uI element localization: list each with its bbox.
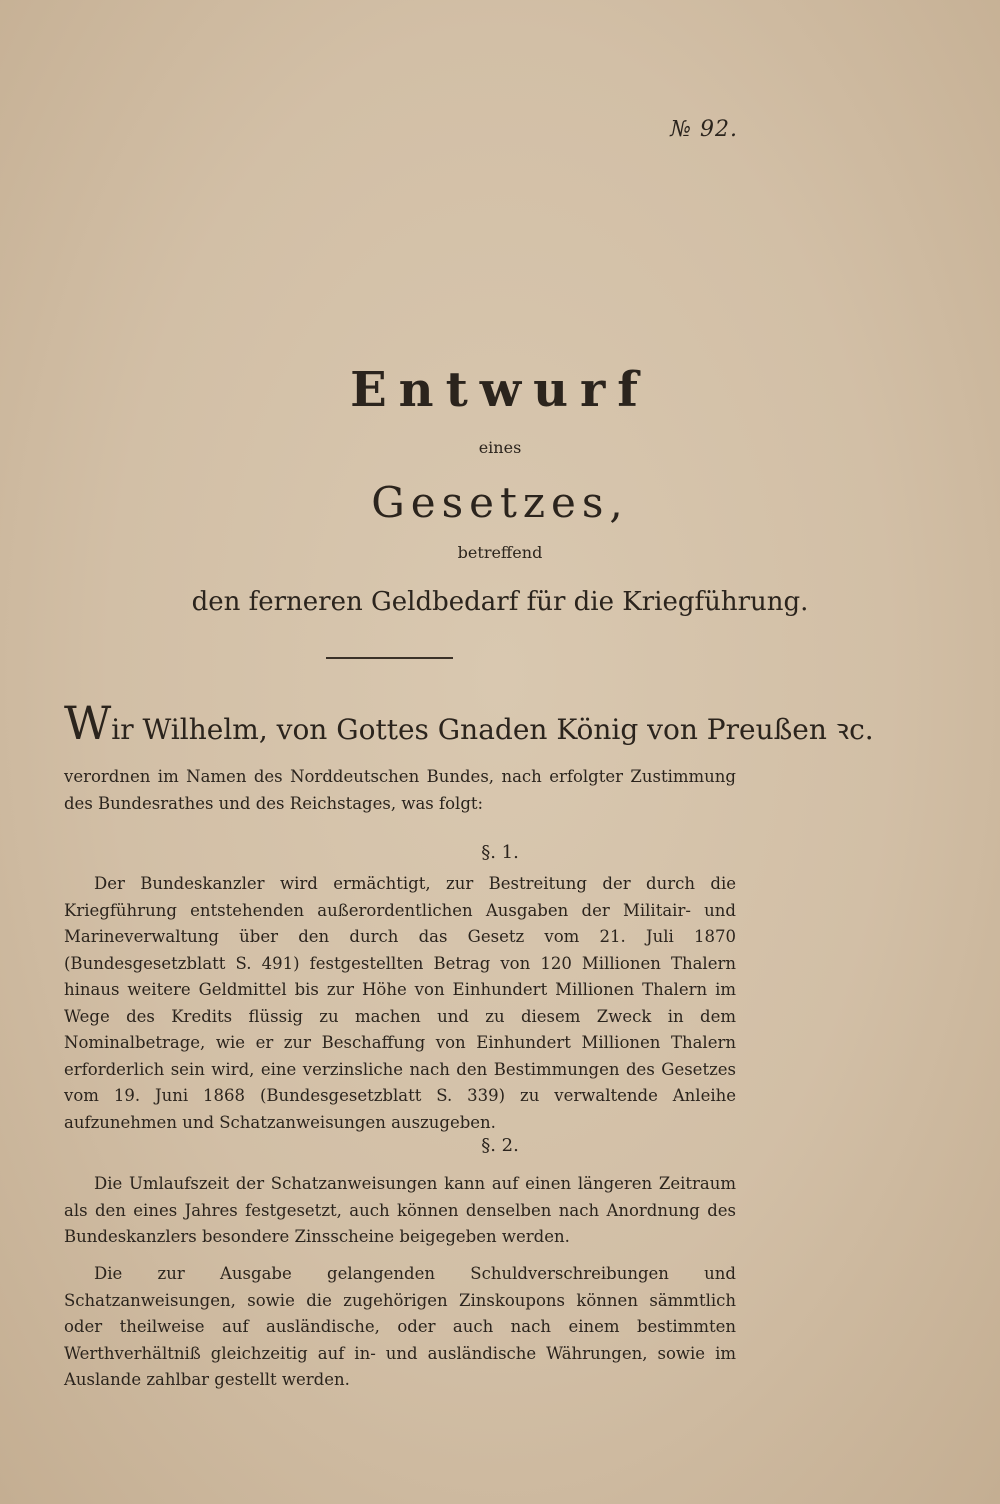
section-2-heading: §. 2.	[481, 1135, 519, 1156]
enacting-clause-line	[64, 696, 874, 750]
enacting-clause-paragraph: verordnen im Namen des Norddeutschen Bundes, nach erfolgter Zustimmung des Bundesrathes und des Reichstages, was folgt:	[64, 767, 736, 813]
dropcap-letter: W	[64, 696, 112, 750]
title-betreffend: betreffend	[457, 543, 543, 562]
section-1-heading: §. 1.	[481, 842, 519, 863]
document-title: Entwurf	[350, 362, 650, 418]
section-2-paragraph-1: Die Umlaufszeit der Schatzanweisungen kann auf einen längeren Zeitraum als den eines Jahres festgesetzt, auch können denselben nach Anordnung des Bundeskanzlers besondere Zinsscheine beigegeben werden.	[64, 1174, 736, 1246]
divider-rule	[326, 657, 453, 659]
title-gesetz: Gesetzes,	[371, 478, 629, 527]
page-number: № 92.	[670, 117, 738, 142]
title-eines: eines	[478, 438, 522, 457]
section-1-paragraph: Der Bundeskanzler wird ermächtigt, zur Bestreitung der durch die Kriegführung entstehenden außerordentlichen Ausgaben der Militair- und Marineverwaltung über den durch das Gesetz vom 21. Juli 1870 (Bundesgesetzblatt S. 491) festgestellten Betrag von 120 Millionen Thalern hinaus weitere Geldmittel bis zur Höhe von Einhundert Millionen Thalern im Wege des Kredits flüssig zu machen und zu diesem Zweck in dem Nominalbetrage, wie er zur Beschaffung von Einhundert Millionen Thalern erforderlich sein wird, eine verzinsliche nach den Bestimmungen des Gesetzes vom 19. Juni 1868 (Bundesgesetzblatt S. 339) zu verwaltende Anleihe aufzunehmen und Schatzanweisungen auszugeben.	[64, 874, 736, 1132]
section-2-paragraph-2: Die zur Ausgabe gelangenden Schuldverschreibungen und Schatzanweisungen, sowie die zugehörigen Zinskoupons können sämmtlich oder theilweise auf ausländische, oder auch nach einem bestimmten Werthverhältniß gleichzeitig auf in- und ausländische Währungen, sowie im Auslande zahlbar gestellt werden.	[64, 1264, 736, 1389]
document-subject: den ferneren Geldbedarf für die Kriegführung.	[191, 587, 809, 617]
enacting-clause-text: ir Wilhelm, von Gottes Gnaden König von Preußen ꝛc.	[111, 713, 874, 746]
